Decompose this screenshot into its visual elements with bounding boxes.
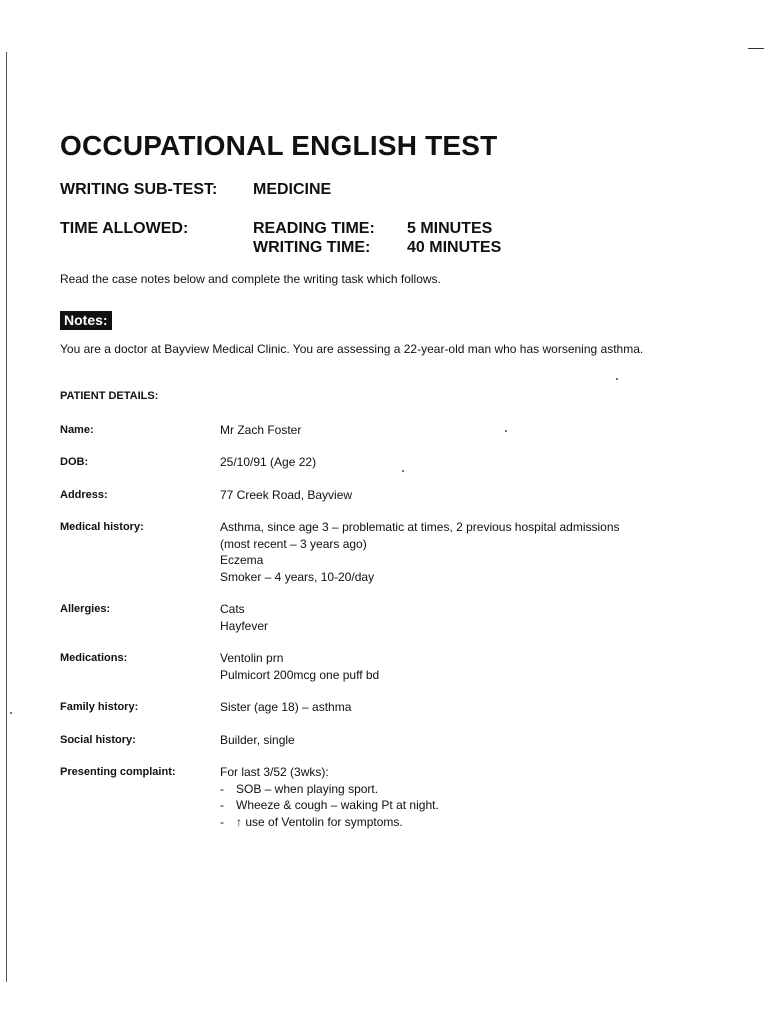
bullet-text: Wheeze & cough – waking Pt at night. <box>236 798 439 812</box>
allergies-value <box>220 601 268 634</box>
medical-history-label: Medical history: <box>60 521 144 533</box>
social-history-label: Social history: <box>60 734 136 746</box>
notes-label: Notes: <box>60 311 112 330</box>
detail-line: Smoker – 4 years, 10-20/day <box>220 569 375 584</box>
scan-speck <box>10 712 12 714</box>
address-label: Address: <box>60 489 108 501</box>
subtest-value: MEDICINE <box>253 181 332 198</box>
complaint-bullet <box>220 781 439 798</box>
medical-history-value <box>220 519 620 585</box>
name-label: Name: <box>60 424 94 436</box>
reading-time-value: 5 MINUTES <box>407 220 493 237</box>
medications-label: Medications: <box>60 652 128 664</box>
bullet-dash: - <box>220 814 224 829</box>
dob-value <box>220 454 316 471</box>
detail-line: Builder, single <box>220 733 295 747</box>
detail-line: Sister (age 18) – asthma <box>220 700 352 714</box>
bullet-dash: - <box>220 781 224 796</box>
detail-line: Cats <box>220 602 245 616</box>
presenting-complaint-label: Presenting complaint: <box>60 766 176 778</box>
patient-details-heading: PATIENT DETAILS: <box>60 390 159 402</box>
instructions-text: Read the case notes below and complete the writing task which follows. <box>60 272 441 286</box>
dob-label: DOB: <box>60 456 89 468</box>
writing-time-value: 40 MINUTES <box>407 239 502 256</box>
detail-line: Ventolin prn <box>220 651 284 665</box>
name-value <box>220 422 301 439</box>
scan-left-edge <box>6 52 7 982</box>
address-value <box>220 487 352 504</box>
allergies-label: Allergies: <box>60 603 111 615</box>
document-title: OCCUPATIONAL ENGLISH TEST <box>60 130 498 161</box>
writing-time-label: WRITING TIME: <box>253 239 371 256</box>
scan-speck <box>505 430 507 432</box>
reading-time-label: READING TIME: <box>253 220 375 237</box>
subtest-label: WRITING SUB-TEST: <box>60 181 218 198</box>
detail-line: 77 Creek Road, Bayview <box>220 488 353 502</box>
time-allowed-label: TIME ALLOWED: <box>60 220 189 237</box>
scan-speck <box>402 470 404 472</box>
scan-top-mark <box>748 48 764 49</box>
family-history-value <box>220 699 351 716</box>
detail-line: Mr Zach Foster <box>220 423 302 437</box>
detail-line: Hayfever <box>220 618 269 633</box>
detail-line: Pulmicort 200mcg one puff bd <box>220 667 380 682</box>
bullet-text: ↑ use of Ventolin for symptoms. <box>236 814 403 829</box>
social-history-value <box>220 732 295 749</box>
medications-value <box>220 650 379 683</box>
detail-line: (most recent – 3 years ago) <box>220 536 367 551</box>
detail-line: For last 3/52 (3wks): <box>220 765 329 779</box>
presenting-complaint-value <box>220 764 439 830</box>
detail-line: Asthma, since age 3 – problematic at times, 2 previous hospital admissions <box>220 520 620 534</box>
detail-line: Eczema <box>220 553 264 567</box>
scan-speck <box>616 378 618 380</box>
complaint-bullet <box>220 797 439 814</box>
bullet-text: SOB – when playing sport. <box>236 781 379 796</box>
bullet-dash: - <box>220 798 224 812</box>
complaint-bullet <box>220 814 439 831</box>
detail-line: 25/10/91 (Age 22) <box>220 455 317 469</box>
family-history-label: Family history: <box>60 701 139 713</box>
case-intro-text: You are a doctor at Bayview Medical Clinic. You are assessing a 22-year-old man who has worsening asthma. <box>60 342 644 356</box>
